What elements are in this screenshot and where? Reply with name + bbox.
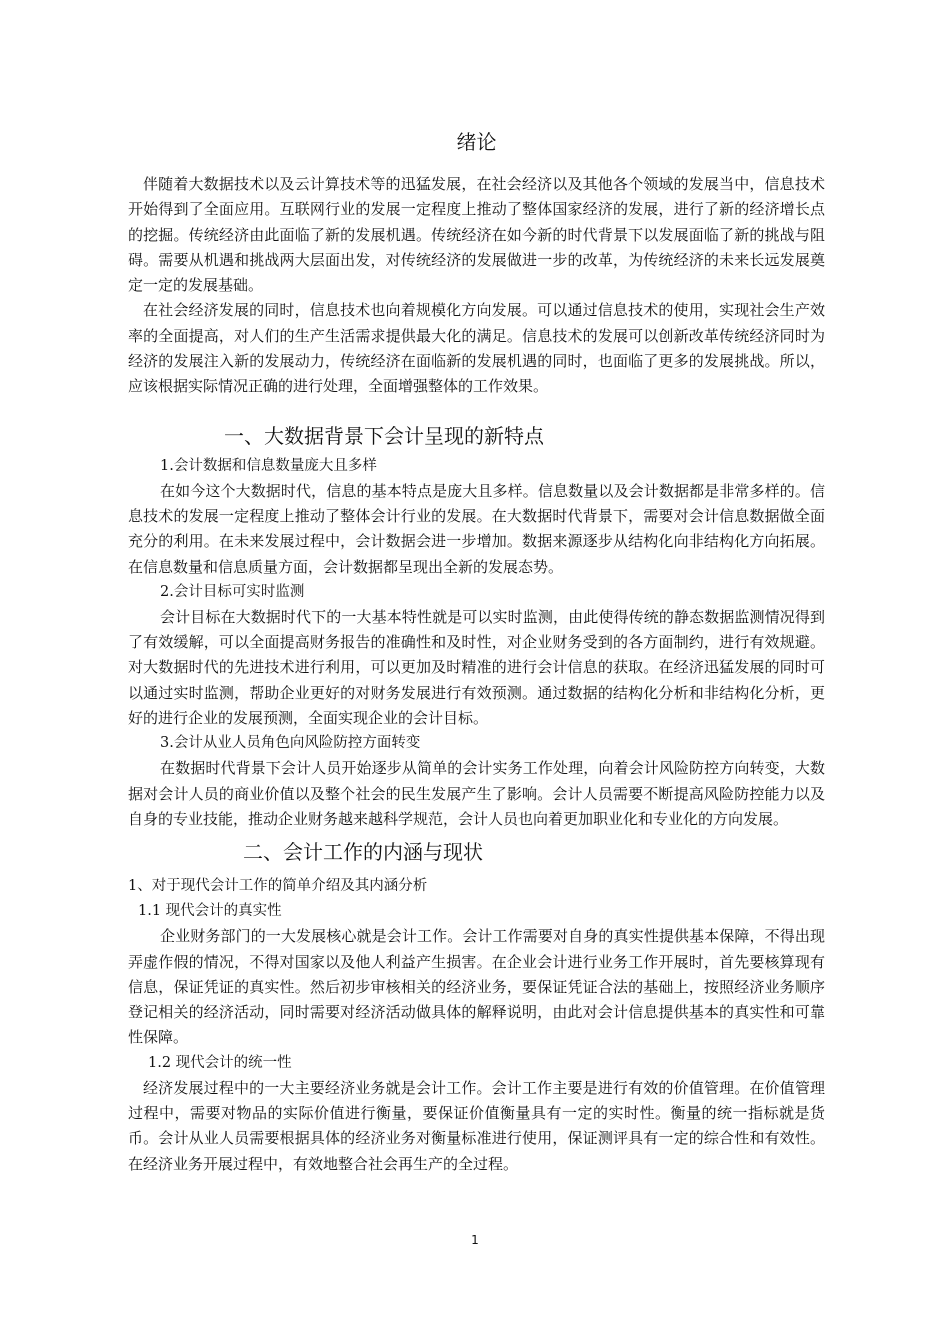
section-2-sub-1-1-text: 企业财务部门的一大发展核心就是会计工作。会计工作需要对自身的真实性提供基本保障，不得出现弄虚作假的情况，不得对国家以及他人利益产生损害。在企业会计进行业务工作开展时，首先要核算现有信息，保证凭证的真实性。然后初步审核相关的经济业务，要保证凭证合法的基础上，按照经济业务顺序登记相关的经济活动，同时需要对经济活动做具体的解释说明，由此对会计信息提供基本的真实性和可靠性保障。	[128, 927, 825, 1047]
section-2-sub-1-2-text: 经济发展过程中的一大主要经济业务就是会计工作。会计工作主要是进行有效的价值管理。在价值管理过程中，需要对物品的实际价值进行衡量，要保证价值衡量具有一定的实时性。衡量的统一指标就是货币。会计从业人员需要根据具体的经济业务对衡量标准进行使用，保证测评具有一定的综合性和有效性。在经济业务开展过程中，有效地整合社会再生产的全过程。	[128, 1078, 825, 1173]
section-1-item-1-heading: 1.会计数据和信息数量庞大且多样	[160, 457, 377, 474]
intro-paragraph-1: 伴随着大数据技术以及云计算技术等的迅猛发展，在社会经济以及其他各个领域的发展当中，信息技术开始得到了全面应用。互联网行业的发展一定程度上推动了整体国家经济的发展，进行了新的经济增长点的挖掘。传统经济由此面临了新的发展机遇。传统经济在如今新的时代背景下以发展面临了新的挑战与阻碍。需要从机遇和挑战两大层面出发，对传统经济的发展做进一步的改革，为传统经济的未来长远发展奠定一定的发展基础。	[128, 175, 825, 295]
section-1-item-3-heading: 3.会计从业人员角色向风险防控方面转变	[160, 735, 421, 752]
section-2-sub-1-1-heading: 1.1 现代会计的真实性	[138, 903, 282, 920]
section-1-item-1-text: 在如今这个大数据时代，信息的基本特点是庞大且多样。信息数量以及会计数据都是非常多样的。信息技术的发展一定程度上推动了整体会计行业的发展。在大数据时代背景下，需要对会计信息数据做全面充分的利用。在未来发展过程中，会计数据会进一步增加。数据来源逐步从结构化向非结构化方向拓展。在信息数量和信息质量方面，会计数据都呈现出全新的发展态势。	[128, 481, 825, 576]
intro-paragraph-2: 在社会经济发展的同时，信息技术也向着规模化方向发展。可以通过信息技术的使用，实现社会生产效率的全面提高，对人们的生产生活需求提供最大化的满足。信息技术的发展可以创新改革传统经济同时为经济的发展注入新的发展动力，传统经济在面临新的发展机遇的同时，也面临了更多的发展挑战。所以，应该根据实际情况正确的进行处理，全面增强整体的工作效果。	[128, 301, 825, 396]
section-1-item-2-heading: 2.会计目标可实时监测	[160, 583, 305, 600]
section-1-item-3-text: 在数据时代背景下会计人员开始逐步从简单的会计实务工作处理，向着会计风险防控方向转变，大数据对会计人员的商业价值以及整个社会的民生发展产生了影响。会计人员需要不断提高风险防控能力以及自身的专业技能，推动企业财务越来越科学规范，会计人员也向着更加职业化和专业化的方向发展。	[128, 759, 825, 828]
intro-title: 绪论	[456, 130, 497, 154]
section-2-title: 二、会计工作的内涵与现状	[243, 840, 483, 865]
section-2-sub-1-2-heading: 1.2 现代会计的统一性	[148, 1054, 292, 1071]
section-2-sub-1-heading: 1、对于现代会计工作的简单介绍及其内涵分析	[128, 878, 428, 895]
document-body	[128, 128, 825, 1177]
section-1-title: 一、大数据背景下会计呈现的新特点	[224, 423, 544, 448]
section-1-item-2-text: 会计目标在大数据时代下的一大基本特性就是可以实时监测，由此使得传统的静态数据监测情况得到了有效缓解，可以全面提高财务报告的准确性和及时性，对企业财务受到的各方面制约，进行有效规避。对大数据时代的先进技术进行利用，可以更加及时精准的进行会计信息的获取。在经济迅猛发展的同时可以通过实时监测，帮助企业更好的对财务发展进行有效预测。通过数据的结构化分析和非结构化分析，更好的进行企业的发展预测，全面实现企业的会计目标。	[128, 607, 825, 728]
page-number: 1	[471, 1233, 479, 1247]
